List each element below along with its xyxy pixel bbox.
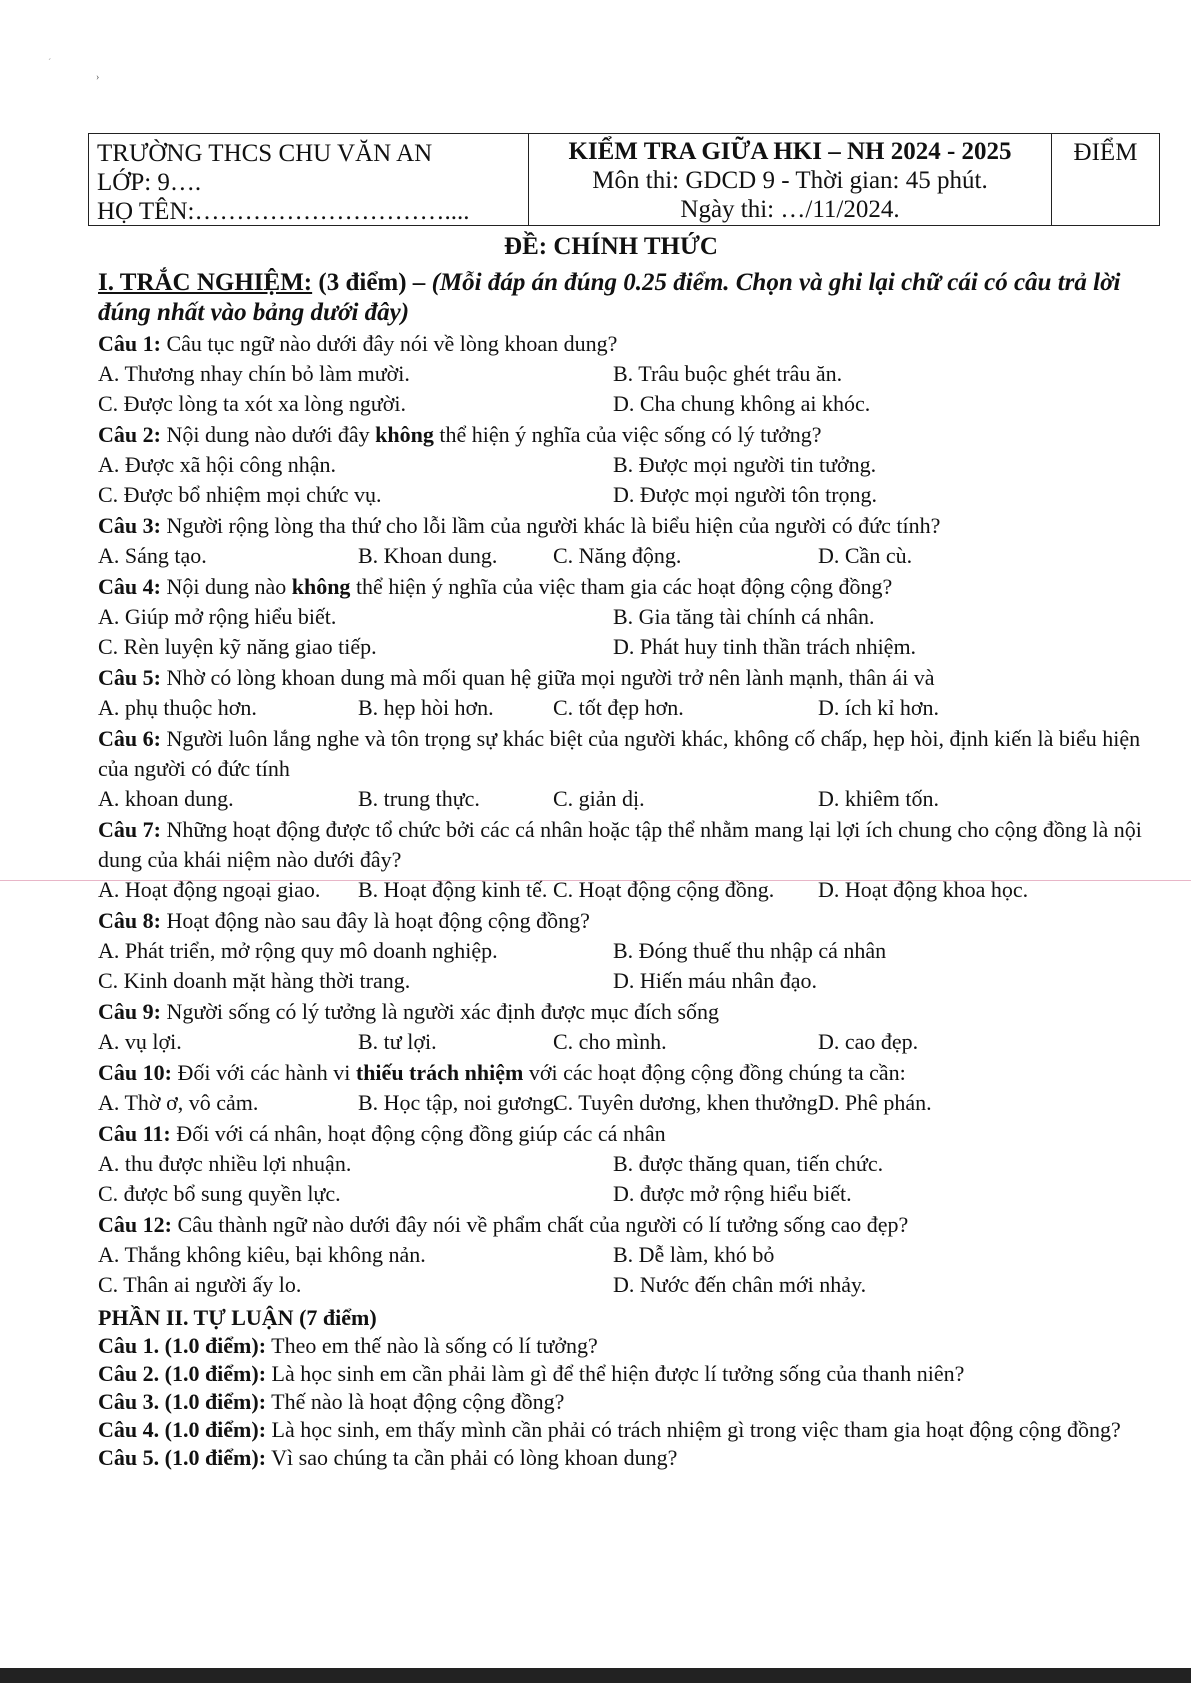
answer-option: B. Khoan dung. <box>358 543 498 568</box>
question-11 <box>98 1119 1148 1149</box>
essay-question-4 <box>98 1416 1148 1444</box>
answer-row <box>98 693 1148 723</box>
essay-question-label: Câu 3. (1.0 điểm): <box>98 1389 267 1414</box>
question-text: Người luôn lắng nghe và tôn trọng sự khác biệt của người khác, không cố chấp, hẹp hòi, định kiến là biểu hiện của người có đức tính <box>98 726 1141 781</box>
answer-option: B. Gia tăng tài chính cá nhân. <box>613 604 875 629</box>
answer-option: C. Năng động. <box>553 543 682 568</box>
essay-question-1 <box>98 1332 1148 1360</box>
answer-row <box>98 1149 1148 1179</box>
question-label: Câu 2: <box>98 422 161 447</box>
essay-question-text: Là học sinh, em thấy mình cần phải có trách nhiệm gì trong việc tham gia hoạt động cộng đồng? <box>271 1417 1121 1442</box>
answer-row <box>98 632 1148 662</box>
answer-option: C. được bổ sung quyền lực. <box>98 1181 341 1206</box>
answer-option: D. Hoạt động khoa học. <box>818 877 1029 902</box>
exam-title: KIỂM TRA GIỮA HKI – NH 2024 - 2025 <box>568 138 1012 165</box>
question-6 <box>98 724 1148 784</box>
answer-option: A. Sáng tạo. <box>98 543 207 568</box>
essay-question-label: Câu 5. (1.0 điểm): <box>98 1445 267 1470</box>
answer-option: D. ích kỉ hơn. <box>818 695 940 720</box>
answer-option: C. Tuyên dương, khen thưởng. <box>553 1090 824 1115</box>
answer-option: A. Thắng không kiêu, bại không nản. <box>98 1242 426 1267</box>
question-10 <box>98 1058 1148 1088</box>
essay-question-list <box>98 1332 1148 1472</box>
answer-row <box>98 1027 1148 1057</box>
question-label: Câu 1: <box>98 331 161 356</box>
exam-date: Ngày thi: …/11/2024. <box>680 196 900 223</box>
answer-option: D. Hiến máu nhân đạo. <box>613 968 818 993</box>
question-label: Câu 3: <box>98 513 161 538</box>
question-8 <box>98 906 1148 936</box>
question-label: Câu 9: <box>98 999 161 1024</box>
answer-option: A. khoan dung. <box>98 786 234 811</box>
student-info-cell <box>89 134 529 225</box>
answer-row <box>98 480 1148 510</box>
answer-option: D. Cha chung không ai khóc. <box>613 391 871 416</box>
answer-row <box>98 1088 1148 1118</box>
scan-bottom-edge <box>0 1668 1191 1683</box>
school-name: TRƯỜNG THCS CHU VĂN AN <box>97 140 433 167</box>
question-emphasis: không <box>291 574 351 599</box>
answer-option: B. Học tập, noi gương. <box>358 1090 560 1115</box>
answer-option: C. tốt đẹp hơn. <box>553 695 684 720</box>
student-name-field: HỌ TÊN:………………………….... <box>97 198 470 225</box>
answer-option: A. thu được nhiều lợi nhuận. <box>98 1151 352 1176</box>
answer-option: A. Thờ ơ, vô cảm. <box>98 1090 259 1115</box>
section-2-heading: PHẦN II. TỰ LUẬN (7 điểm) <box>98 1305 377 1330</box>
section-1-heading <box>98 268 1148 328</box>
answer-row <box>98 875 1148 905</box>
multiple-choice-list <box>98 329 1148 1300</box>
answer-option: C. Rèn luyện kỹ năng giao tiếp. <box>98 634 377 659</box>
answer-option: B. Hoạt động kinh tế. <box>358 877 548 902</box>
essay-question-2 <box>98 1360 1148 1388</box>
answer-option: A. Phát triển, mở rộng quy mô doanh nghiệp. <box>98 938 498 963</box>
answer-option: C. Kinh doanh mặt hàng thời trang. <box>98 968 411 993</box>
answer-option: C. Thân ai người ấy lo. <box>98 1272 302 1297</box>
answer-option: D. cao đẹp. <box>818 1029 919 1054</box>
question-7 <box>98 815 1148 875</box>
answer-option: B. trung thực. <box>358 786 480 811</box>
answer-option: B. được thăng quan, tiến chức. <box>613 1151 884 1176</box>
question-text: Nội dung nào <box>166 574 292 599</box>
answer-option: B. Dễ làm, khó bỏ <box>613 1242 775 1267</box>
question-text: Câu thành ngữ nào dưới đây nói về phẩm chất của người có lí tưởng sống cao đẹp? <box>177 1212 909 1237</box>
question-12 <box>98 1210 1148 1240</box>
answer-row <box>98 359 1148 389</box>
essay-question-text: Vì sao chúng ta cần phải có lòng khoan dung? <box>271 1445 678 1470</box>
answer-option: D. Phát huy tinh thần trách nhiệm. <box>613 634 917 659</box>
question-text: Đối với các hành vi <box>177 1060 356 1085</box>
essay-question-label: Câu 2. (1.0 điểm): <box>98 1361 267 1386</box>
scan-speck: › <box>96 72 100 83</box>
answer-option: B. hẹp hòi hơn. <box>358 695 494 720</box>
answer-option: D. được mở rộng hiểu biết. <box>613 1181 852 1206</box>
answer-option: D. Nước đến chân mới nhảy. <box>613 1272 867 1297</box>
document-title: ĐỀ: CHÍNH THỨC <box>504 233 718 260</box>
answer-option: B. tư lợi. <box>358 1029 437 1054</box>
answer-row <box>98 1179 1148 1209</box>
answer-row <box>98 936 1148 966</box>
question-text: Đối với cá nhân, hoạt động cộng đồng giúp các cá nhân <box>176 1121 666 1146</box>
question-text: thể hiện ý nghĩa của việc tham gia các hoạt động cộng đồng? <box>350 574 893 599</box>
question-label: Câu 11: <box>98 1121 171 1146</box>
answer-option: B. Được mọi người tin tưởng. <box>613 452 877 477</box>
question-emphasis: thiếu trách nhiệm <box>355 1060 524 1085</box>
question-text: Nhờ có lòng khoan dung mà mối quan hệ giữa mọi người trở nên lành mạnh, thân ái và <box>166 665 935 690</box>
answer-option: D. khiêm tốn. <box>818 786 939 811</box>
essay-question-5 <box>98 1444 1148 1472</box>
answer-option: C. Được bổ nhiệm mọi chức vụ. <box>98 482 382 507</box>
question-label: Câu 7: <box>98 817 161 842</box>
essay-question-label: Câu 4. (1.0 điểm): <box>98 1417 267 1442</box>
answer-row <box>98 1270 1148 1300</box>
exam-header-table <box>88 133 1160 226</box>
question-label: Câu 4: <box>98 574 161 599</box>
answer-row <box>98 602 1148 632</box>
question-text: Người sống có lý tưởng là người xác định được mục đích sống <box>166 999 719 1024</box>
question-1 <box>98 329 1148 359</box>
class-field: LỚP: 9…. <box>97 169 202 196</box>
question-2 <box>98 420 1148 450</box>
answer-option: C. Hoạt động cộng đồng. <box>553 877 775 902</box>
question-text: Câu tục ngữ nào dưới đây nói về lòng khoan dung? <box>166 331 618 356</box>
question-9 <box>98 997 1148 1027</box>
answer-row <box>98 450 1148 480</box>
question-5 <box>98 663 1148 693</box>
answer-option: D. Phê phán. <box>818 1090 932 1115</box>
essay-question-text: Thế nào là hoạt động cộng đồng? <box>271 1389 565 1414</box>
answer-row <box>98 541 1148 571</box>
scan-speck: ´ <box>48 58 52 69</box>
answer-option: A. Hoạt động ngoại giao. <box>98 877 321 902</box>
question-label: Câu 8: <box>98 908 161 933</box>
question-emphasis: không <box>375 422 434 447</box>
question-text: Những hoạt động được tổ chức bởi các cá nhân hoặc tập thể nhằm mang lại lợi ích chung cho cộng đồng là nội dung của khái niệm nào dưới đây? <box>98 817 1142 872</box>
answer-row <box>98 784 1148 814</box>
essay-question-3 <box>98 1388 1148 1416</box>
answer-row <box>98 966 1148 996</box>
score-cell <box>1052 134 1159 225</box>
answer-row <box>98 389 1148 419</box>
answer-option: C. giản dị. <box>553 786 645 811</box>
question-3 <box>98 511 1148 541</box>
exam-content <box>98 232 1148 1472</box>
subject-line: Môn thi: GDCD 9 - Thời gian: 45 phút. <box>592 167 988 194</box>
question-label: Câu 5: <box>98 665 161 690</box>
section-1-instruction: (Mỗi đáp án đúng 0.25 điểm. Chọn và ghi lại chữ cái có câu trả lời đúng nhất vào bảng dưới đây) <box>98 269 1121 326</box>
section-1-title: I. TRẮC NGHIỆM: <box>98 269 313 296</box>
answer-row <box>98 1240 1148 1270</box>
question-text: với các hoạt động cộng đồng chúng ta cần: <box>523 1060 906 1085</box>
essay-question-text: Theo em thế nào là sống có lí tưởng? <box>271 1333 598 1358</box>
answer-option: A. Thương nhay chín bỏ làm mười. <box>98 361 410 386</box>
question-label: Câu 10: <box>98 1060 172 1085</box>
essay-question-label: Câu 1. (1.0 điểm): <box>98 1333 267 1358</box>
question-label: Câu 6: <box>98 726 161 751</box>
question-label: Câu 12: <box>98 1212 172 1237</box>
section-1-points: (3 điểm) – <box>318 269 426 296</box>
question-text: Nội dung nào dưới đây <box>166 422 376 447</box>
answer-option: A. Giúp mở rộng hiểu biết. <box>98 604 337 629</box>
answer-option: A. phụ thuộc hơn. <box>98 695 257 720</box>
answer-option: C. cho mình. <box>553 1029 667 1054</box>
answer-option: D. Cần cù. <box>818 543 913 568</box>
answer-option: B. Trâu buộc ghét trâu ăn. <box>613 361 843 386</box>
question-text: Hoạt động nào sau đây là hoạt động cộng đồng? <box>166 908 590 933</box>
answer-option: C. Được lòng ta xót xa lòng người. <box>98 391 407 416</box>
question-text: Người rộng lòng tha thứ cho lỗi lầm của người khác là biểu hiện của người có đức tính? <box>166 513 941 538</box>
question-text: thể hiện ý nghĩa của việc sống có lý tưởng? <box>433 422 822 447</box>
exam-info-cell <box>529 134 1052 225</box>
essay-question-text: Là học sinh em cần phải làm gì để thể hiện được lí tưởng sống của thanh niên? <box>271 1361 965 1386</box>
answer-option: A. vụ lợi. <box>98 1029 182 1054</box>
answer-option: A. Được xã hội công nhận. <box>98 452 337 477</box>
answer-option: B. Đóng thuế thu nhập cá nhân <box>613 938 887 963</box>
answer-option: D. Được mọi người tôn trọng. <box>613 482 878 507</box>
score-label: ĐIỂM <box>1073 139 1138 166</box>
question-4 <box>98 572 1148 602</box>
